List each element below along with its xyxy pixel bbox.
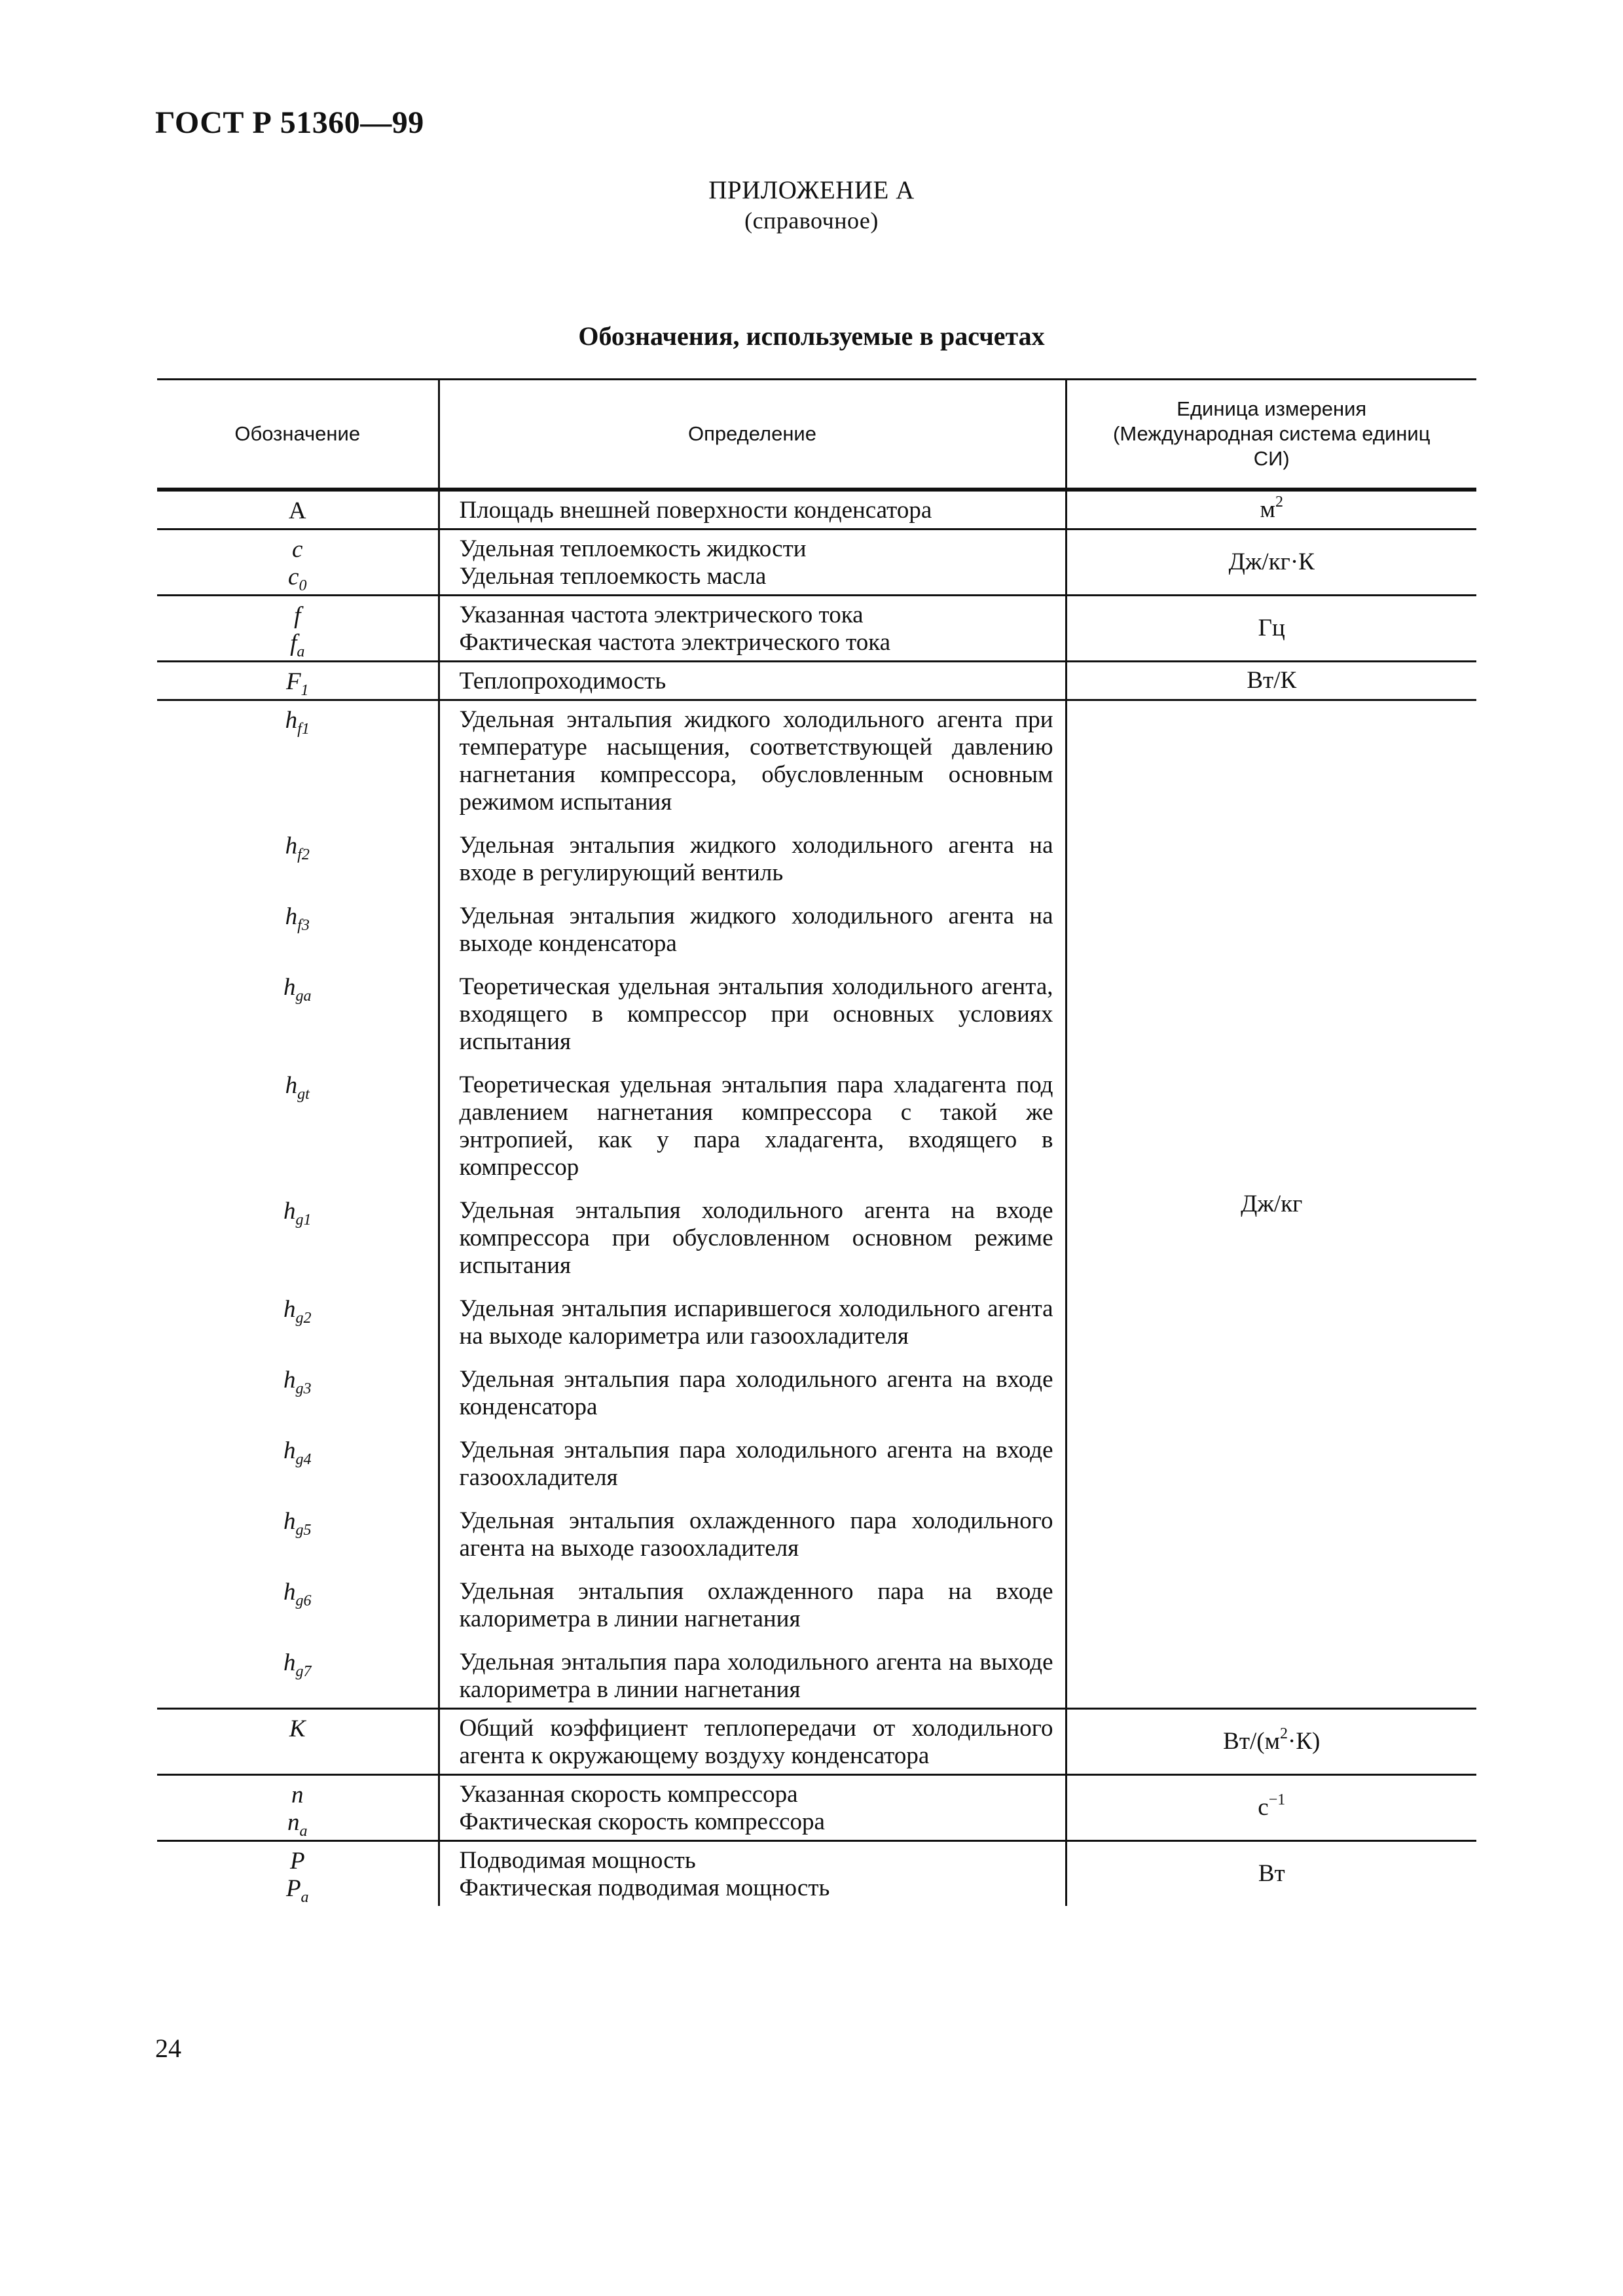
notation-definition: Фактическая скорость компрессора — [459, 1808, 825, 1835]
symbol-letter: K — [289, 1715, 306, 1742]
table-row — [157, 596, 1476, 662]
table-header-row — [157, 380, 1476, 490]
notation-definition: Удельная энтальпия жидкого холодильного агента при температуре насыщения, соответствующей давлению нагнетания компрессора, обусловленным основным режимом испытания — [459, 706, 1053, 816]
notation-symbol — [157, 903, 438, 974]
entry-spacer — [460, 958, 1053, 973]
notation-definition: Указанная скорость компрессора — [459, 1781, 798, 1808]
unit-value — [1241, 1191, 1302, 1217]
symbol-subscript: g6 — [295, 1592, 312, 1609]
symbol-letter: h — [283, 1579, 296, 1605]
symbol-letter: h — [283, 1437, 296, 1464]
symbol-cell — [157, 1841, 439, 1907]
symbol-letter: c — [292, 536, 303, 563]
symbol-subscript: gt — [297, 1086, 310, 1103]
symbol-subscript: g3 — [295, 1380, 312, 1397]
symbol-letter: P — [285, 1875, 301, 1902]
symbol-cell — [157, 1775, 439, 1841]
unit-superscript: 2 — [1275, 493, 1283, 511]
definition-cell — [439, 490, 1066, 529]
symbol-letter: h — [285, 1072, 298, 1099]
symbol-letter: f — [290, 630, 297, 656]
column-header-symbol: Обозначение — [157, 380, 439, 490]
symbol-letter: n — [287, 1809, 300, 1836]
symbol-subscript: g5 — [295, 1522, 312, 1539]
notation-definition: Удельная энтальпия жидкого холодильного агента на входе в регулирующий вентиль — [459, 832, 1053, 886]
notation-table-body — [157, 380, 1476, 1907]
page-number: 24 — [155, 2034, 181, 2063]
symbol-subscript: f1 — [297, 721, 310, 738]
entry-spacer — [460, 1633, 1053, 1649]
definition-cell — [439, 1841, 1066, 1907]
unit-text: м — [1260, 496, 1275, 523]
entry-spacer — [460, 887, 1053, 903]
unit-text: Дж/кг·К — [1228, 548, 1315, 575]
unit-value — [1258, 1791, 1286, 1821]
symbol-letter: F — [285, 668, 301, 695]
column-header-unit-line: (Международная система единиц — [1113, 422, 1431, 445]
entry-spacer — [460, 1421, 1053, 1437]
notation-definition: Удельная энтальпия пара холодильного агента на входе газоохладителя — [459, 1437, 1053, 1491]
notation-definition: Удельная энтальпия пара холодильного агента на выходе калориметра в линии нагнетания — [459, 1649, 1053, 1703]
symbol-letter: A — [288, 497, 306, 524]
notation-symbol — [157, 1715, 438, 1743]
symbol-cell — [157, 490, 439, 529]
symbol-cell — [157, 596, 439, 662]
unit-cell — [1066, 1709, 1476, 1775]
notation-definition: Площадь внешней поверхности конденсатора — [459, 497, 932, 524]
unit-cell — [1066, 1775, 1476, 1841]
notation-definition: Указанная частота электрического тока — [459, 601, 864, 628]
unit-cell — [1066, 1841, 1476, 1907]
unit-text: Вт/(м — [1223, 1728, 1281, 1755]
notation-symbol — [157, 1782, 438, 1809]
table-row — [157, 662, 1476, 700]
notation-definition: Общий коэффициент теплопередачи от холодильного агента к окружающему воздуху конденсатора — [459, 1715, 1053, 1769]
notation-symbol — [157, 833, 438, 903]
unit-superscript: 2 — [1280, 1725, 1288, 1742]
symbol-subscript: 0 — [299, 577, 307, 594]
column-header-unit-line: Единица измерения — [1176, 397, 1367, 420]
unit-text: Гц — [1258, 615, 1285, 641]
unit-cell — [1066, 490, 1476, 529]
unit-value — [1260, 493, 1283, 523]
table-title: Обозначения, используемые в расчетах — [578, 321, 1045, 351]
notation-symbol — [157, 1848, 438, 1875]
symbol-subscript: g2 — [295, 1310, 312, 1327]
notation-symbol — [157, 1072, 438, 1198]
symbol-letter: h — [283, 974, 296, 1001]
notation-symbol — [157, 1198, 438, 1296]
unit-value — [1223, 1725, 1321, 1755]
notation-table — [157, 378, 1476, 1906]
notation-definition: Фактическая частота электрического тока — [459, 629, 891, 656]
entry-spacer — [460, 1056, 1053, 1071]
notation-definition: Фактическая подводимая мощность — [459, 1874, 830, 1901]
table-row — [157, 700, 1476, 1709]
column-header-unit — [1066, 380, 1476, 490]
symbol-cell — [157, 700, 439, 1709]
unit-value — [1258, 1860, 1285, 1887]
symbol-letter: h — [283, 1198, 296, 1225]
unit-text: Вт/К — [1247, 667, 1297, 694]
symbol-subscript: a — [301, 1889, 309, 1906]
symbol-letter: h — [285, 833, 298, 859]
notation-definition: Теоретическая удельная энтальпия холодильного агента, входящего в компрессор при основных условиях испытания — [459, 973, 1053, 1055]
notation-symbol — [157, 1579, 438, 1649]
symbol-letter: f — [294, 602, 301, 629]
notation-symbol — [157, 630, 438, 660]
entry-spacer — [460, 1181, 1053, 1197]
appendix-heading — [0, 175, 1623, 236]
notation-definition: Удельная энтальпия охлажденного пара на входе калориметра в линии нагнетания — [459, 1578, 1053, 1632]
symbol-cell — [157, 529, 439, 596]
symbol-subscript: f2 — [297, 846, 310, 863]
notation-definition: Теоретическая удельная энтальпия пара хладагента под давлением нагнетания компрессора с такой же энтропией, как у пара хладагента, входящего в компрессор — [459, 1071, 1053, 1181]
notation-definition: Удельная энтальпия холодильного агента на входе компрессора при обусловленном основном режиме испытания — [459, 1197, 1053, 1279]
symbol-letter: h — [283, 1296, 296, 1323]
symbol-subscript: a — [299, 1823, 308, 1840]
entry-spacer — [460, 1350, 1053, 1366]
notation-symbol — [157, 1437, 438, 1508]
symbol-subscript: g7 — [295, 1663, 312, 1680]
notation-definition: Удельная теплоемкость масла — [459, 563, 767, 590]
table-row — [157, 1775, 1476, 1841]
notation-symbol — [157, 564, 438, 594]
notation-definition: Удельная энтальпия охлажденного пара холодильного агента на выходе газоохладителя — [459, 1507, 1053, 1562]
notation-symbol — [157, 1875, 438, 1906]
unit-text: Вт — [1258, 1860, 1285, 1887]
notation-symbol — [157, 497, 438, 525]
entry-spacer — [460, 1492, 1053, 1507]
symbol-subscript: ga — [295, 988, 312, 1005]
symbol-subscript: f3 — [297, 917, 310, 934]
unit-text: Дж/кг — [1241, 1191, 1303, 1217]
definition-cell — [439, 700, 1066, 1709]
definition-cell — [439, 529, 1066, 596]
symbol-letter: P — [289, 1848, 305, 1874]
unit-value — [1229, 548, 1315, 575]
notation-definition: Удельная энтальпия испарившегося холодильного агента на выходе калориметра или газоохладителя — [459, 1295, 1053, 1350]
notation-symbol — [157, 974, 438, 1072]
definition-cell — [439, 596, 1066, 662]
symbol-cell — [157, 1709, 439, 1775]
document-code: ГОСТ Р 51360—99 — [155, 105, 424, 140]
definition-cell — [439, 1709, 1066, 1775]
entry-spacer — [460, 1562, 1053, 1578]
symbol-letter: h — [285, 707, 298, 734]
unit-text: ·К) — [1288, 1728, 1321, 1755]
definition-cell — [439, 1775, 1066, 1841]
notation-symbol — [157, 1367, 438, 1437]
unit-value — [1258, 615, 1285, 641]
appendix-title: ПРИЛОЖЕНИЕ А — [708, 176, 915, 204]
notation-definition: Удельная энтальпия жидкого холодильного агента на выходе конденсатора — [459, 903, 1053, 957]
symbol-letter: h — [283, 1508, 296, 1535]
notation-symbol — [157, 668, 438, 699]
notation-definition: Удельная теплоемкость жидкости — [459, 535, 807, 562]
notation-symbol — [157, 536, 438, 564]
notation-symbol — [157, 1649, 438, 1680]
unit-cell — [1066, 529, 1476, 596]
table-row — [157, 1709, 1476, 1775]
column-header-definition: Определение — [439, 380, 1066, 490]
definition-cell — [439, 662, 1066, 700]
notation-definition: Удельная энтальпия пара холодильного агента на входе конденсатора — [459, 1366, 1053, 1420]
symbol-letter: h — [285, 903, 298, 930]
symbol-subscript: g1 — [295, 1211, 312, 1229]
entry-spacer — [460, 816, 1053, 832]
symbol-letter: n — [291, 1782, 304, 1808]
table-row — [157, 1841, 1476, 1907]
unit-value — [1247, 667, 1296, 694]
unit-cell — [1066, 662, 1476, 700]
notation-symbol — [157, 707, 438, 833]
symbol-letter: h — [283, 1367, 296, 1393]
table-row — [157, 490, 1476, 529]
entry-spacer — [460, 1280, 1053, 1295]
unit-text: с — [1258, 1794, 1269, 1821]
symbol-letter: c — [288, 564, 299, 590]
unit-superscript: −1 — [1268, 1791, 1286, 1808]
notation-symbol — [157, 1296, 438, 1367]
unit-cell — [1066, 596, 1476, 662]
unit-cell — [1066, 700, 1476, 1709]
notation-definition: Подводимая мощность — [459, 1847, 696, 1874]
symbol-subscript: g4 — [295, 1451, 312, 1468]
symbol-cell — [157, 662, 439, 700]
table-row — [157, 529, 1476, 596]
notation-definition: Теплопроходимость — [459, 668, 666, 694]
appendix-subtitle: (справочное) — [744, 207, 879, 234]
column-header-unit-line: СИ) — [1253, 447, 1290, 470]
notation-symbol — [157, 602, 438, 630]
symbol-subscript: a — [297, 643, 305, 660]
symbol-subscript: 1 — [301, 682, 309, 699]
symbol-letter: h — [283, 1649, 296, 1676]
notation-symbol — [157, 1809, 438, 1840]
notation-symbol — [157, 1508, 438, 1579]
